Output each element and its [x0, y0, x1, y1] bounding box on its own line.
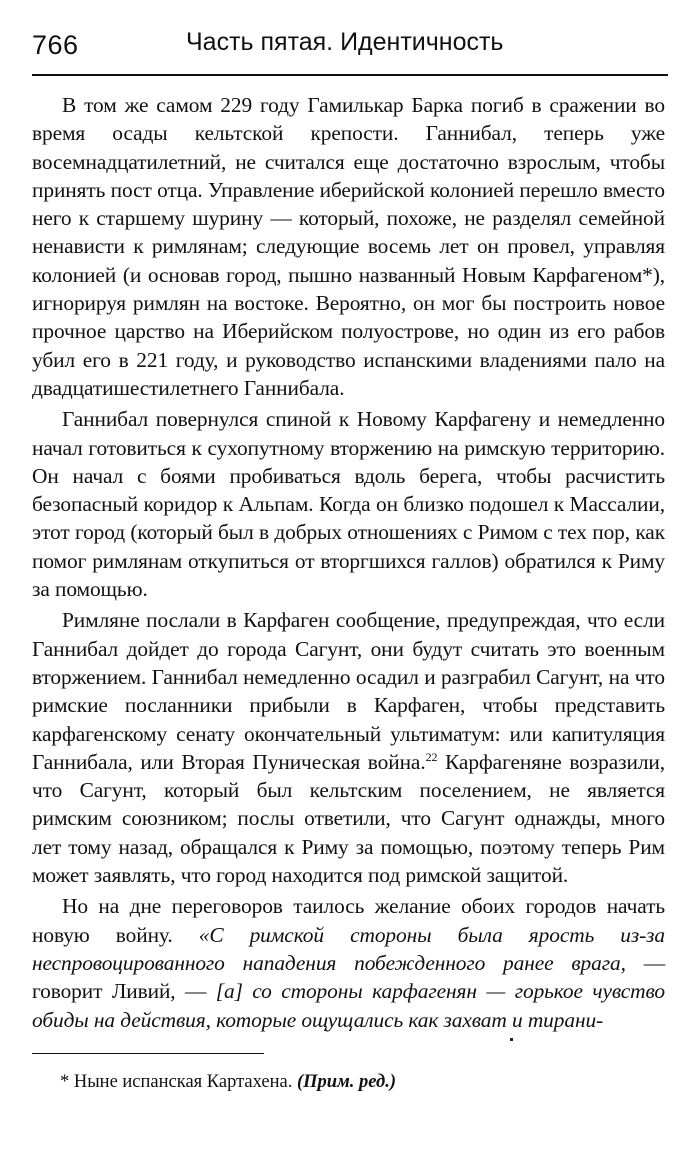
footnote	[60, 1070, 396, 1094]
paragraph-3-text-cont: Карфагеняне возразили, что Сагунт, который был кельтским поселением, не является римским союзником; послы ответили, что Сагунт однажды, много лет тому назад, обращался к Риму за помощью, поэтому теперь Рим может заявлять, что город находится под римской защитой.	[32, 749, 665, 888]
paragraph-3-text: Римляне послали в Карфаген сообщение, предупреждая, что если Ганнибал дойдет до города Сагунт, они будут считать это военным вторжением. Ганнибал немедленно осадил и разграбил Сагунт, на что римские посланники прибыли в Карфаген, чтобы представить карфагенскому сенату окончательный ультиматум: или капитуляция Ганнибала, или Вторая Пуническая война.	[32, 608, 665, 774]
footnote-divider	[32, 1053, 264, 1054]
stray-mark	[510, 1038, 513, 1041]
editor-note-label: (Прим. ред.)	[297, 1072, 396, 1092]
paragraph-2: Ганнибал повернулся спиной к Новому Карфагену и немедленно начал готовиться к сухопутному вторжению на римскую территорию. Он начал с боями пробиваться вдоль берега, чтобы расчистить безопасный коридор к Альпам. Когда он близко подошел к Массалии, этот город (который был в добрых отношениях с Римом с тех пор, как помог римлянам откупиться от вторгшихся галлов) обратился к Риму за помощью.	[32, 407, 665, 602]
footnote-reference: 22	[425, 749, 438, 764]
paragraph-1: В том же самом 229 году Гамилькар Барка погиб в сражении во время осады кельтской крепости. Ганнибал, теперь уже восемнадцатилетний, не считался еще достаточно взрослым, чтобы принять пост отца. Управление иберийской колонией перешло вместо него к старшему шурину — который, похоже, не разделял семейной ненависти к римлянам; следующие восемь лет он провел, управляя колонией (и основав город, пышно названный Новым Карфагеном*), игнорируя римлян на востоке. Вероятно, он мог бы построить новое прочное царство на Иберийском полуострове, но один из его рабов убил его в 221 году, и руководство испанскими владениями пало на двадцатишестилетнего Ганнибала.	[32, 93, 665, 400]
livy-quote-part-2: [а] со стороны карфагенян — горькое чувство обиды на действия, которые ощущались как захват и тирани-	[32, 979, 665, 1032]
page-number: 766	[32, 30, 79, 60]
paragraph-4	[32, 892, 665, 1033]
body-text	[32, 91, 665, 1037]
footnote-text: * Ныне испанская Картахена.	[60, 1072, 297, 1092]
page-header	[32, 26, 668, 76]
paragraph-3	[32, 606, 665, 889]
livy-quote-part-1: «С римской стороны была ярость из-за неспровоцированного нападения побежденного ранее врага,	[32, 922, 666, 975]
paragraph-4-text: Но на дне переговоров таилось желание обоих городов начать новую войну.	[32, 894, 665, 947]
paragraph-4-attribution: — говорит Ливий, —	[32, 950, 665, 1004]
running-title: Часть пятая. Идентичность	[186, 28, 504, 56]
